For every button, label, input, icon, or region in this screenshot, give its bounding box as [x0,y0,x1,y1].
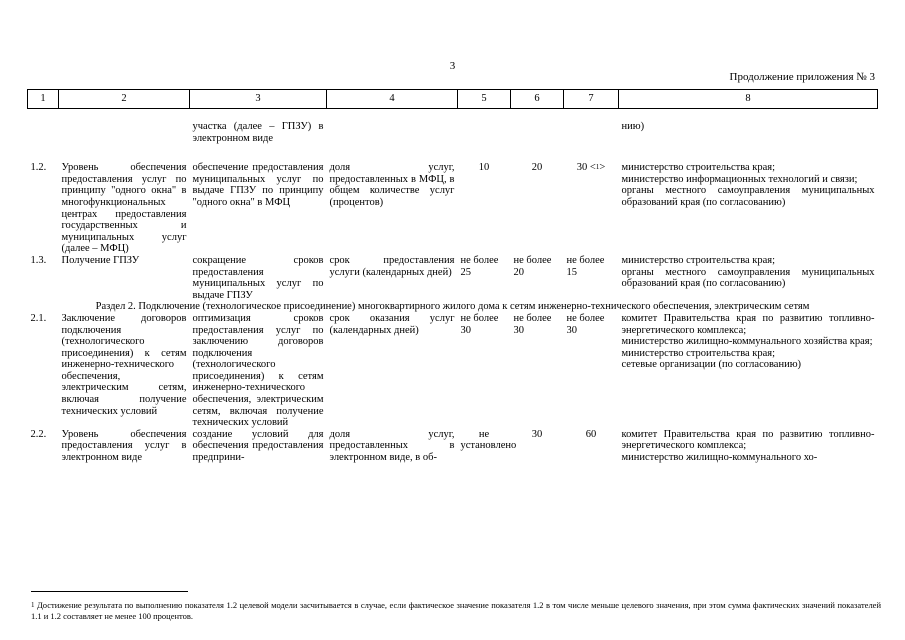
value-2019: не более 25 [460,254,499,278]
footnote-text: Достижение результата по выполнению показателя 1.2 целевой модели засчитывается в случае, если фактическое значение показателя 1.2 в том числе меньше целевого значения, при этом сумма фактических значений показателей 1.1 и 1.2 составляет не менее 100 процентов. [31,600,882,621]
header-cell: 3 [190,90,327,109]
table-row-2-1 [28,313,878,429]
header-cell: 5 [458,90,511,109]
section-heading: Раздел 2. Подключение (технологическое присоединение) многоквартирного жилого дома к сетям инженерно-технического обеспечения, электрическим сетям [95,301,810,313]
page-number: 3 [449,60,456,72]
result-cell: создание условий для обеспечения предоставления предприни- [192,428,324,464]
header-cell: 4 [327,90,458,109]
responsible-line: органы местного самоуправления муниципальных образований края (по согласованию) [621,185,875,208]
row-number: 1.2. [30,162,47,174]
value-2019: не более 30 [460,312,499,336]
responsible-cell [619,429,878,464]
header-cell: 2 [59,90,190,109]
table-row-continued [28,109,878,163]
appendix-continuation: Продолжение приложения № 3 [729,71,875,83]
value-2021: 60 [585,428,597,440]
row-number: 2.1. [30,312,47,324]
value-text: 30 < [576,162,596,174]
responsible-line: комитет Правительства края по развитию топливно-энергетического комплекса; [621,428,875,452]
result-cell: обеспечение предоставления муниципальных услуг по выдаче ГПЗУ по принципу "одного окна" в МФЦ [192,162,324,208]
value-2020: не более 30 [513,312,552,336]
indicators-table [27,89,878,464]
responsible-cell [619,313,878,429]
value-2019: не установлено [460,428,517,452]
responsible-line: министерство жилищно-коммунального хо- [621,452,818,464]
row-number: 1.3. [30,254,47,266]
indicator-cell: Уровень обеспечения предоставления услуг по принципу "одного окна" в многофункциональных центрах предоставления государственных и муниципальных услуг (далее – МФЦ) [61,162,187,255]
value-2020: 30 [531,428,543,440]
responsible-cell: нию) [621,121,645,132]
responsible-cell [619,162,878,255]
table-row-1-3 [28,255,878,301]
value-text-end: > [599,162,606,174]
responsible-cell [619,255,878,301]
value-2021 [564,162,619,255]
footnote-ref[interactable]: 1 [595,163,600,172]
footnote-separator [31,591,188,592]
value-2020: не более 20 [513,254,552,278]
indicator-cell: Получение ГПЗУ [61,254,140,266]
responsible-line: сетевые организации (по согласованию) [621,359,802,371]
measure-cell: доля услуг, предоставленных в электронном виде, в об- [329,428,455,464]
measure-cell: срок предоставления услуги (календарных дней) [329,254,455,278]
header-row [28,90,878,109]
value-2021: не более 15 [566,254,605,278]
footnote-mark: 1 [31,601,35,609]
header-cell: 8 [619,90,878,109]
header-cell: 7 [564,90,619,109]
footnote [31,600,881,622]
responsible-line: министерство строительства края; [621,347,776,359]
result-cell: оптимизация сроков предоставления услуг по заключению договоров подключения (технологического присоединения) к сетям инженерно-технического обеспечения, электрическим сетям, включая получение технических условий [192,312,324,429]
responsible-line: министерство информационных технологий и связи; [621,173,858,185]
row-number: 2.2. [30,428,47,440]
responsible-line: министерство строительства края; [621,254,776,266]
indicator-cell: Уровень обеспечения предоставления услуг в электронном виде [61,428,187,464]
responsible-line: комитет Правительства края по развитию топливно-энергетического комплекса; [621,312,875,336]
measure-cell: срок оказания услуг (календарных дней) [329,312,455,336]
responsible-line: министерство строительства края; [621,162,776,174]
value-2020: 20 [531,162,543,174]
indicator-cell: Заключение договоров подключения (технологического присоединения) к сетям инженерно-технического обеспечения, электрическим сетям, включая получение технических условий [61,312,187,417]
table-row-2-2 [28,429,878,464]
result-cell: сокращение сроков предоставления муниципальных услуг по выдаче ГПЗУ [192,254,324,301]
header-cell: 6 [511,90,564,109]
responsible-line: министерство жилищно-коммунального хозяйства края; [621,336,873,348]
header-cell: 1 [28,90,59,109]
measure-cell: доля услуг, предоставленных в МФЦ, в общем количестве услуг (процентов) [329,162,455,208]
section-row [28,301,878,313]
table-row-1-2 [28,162,878,255]
responsible-line: органы местного самоуправления муниципальных образований края (по согласованию) [621,266,875,290]
value-2021: не более 30 [566,312,605,336]
result-cell: участка (далее – ГПЗУ) в электронном виде [192,121,324,144]
value-2019: 10 [478,162,490,174]
